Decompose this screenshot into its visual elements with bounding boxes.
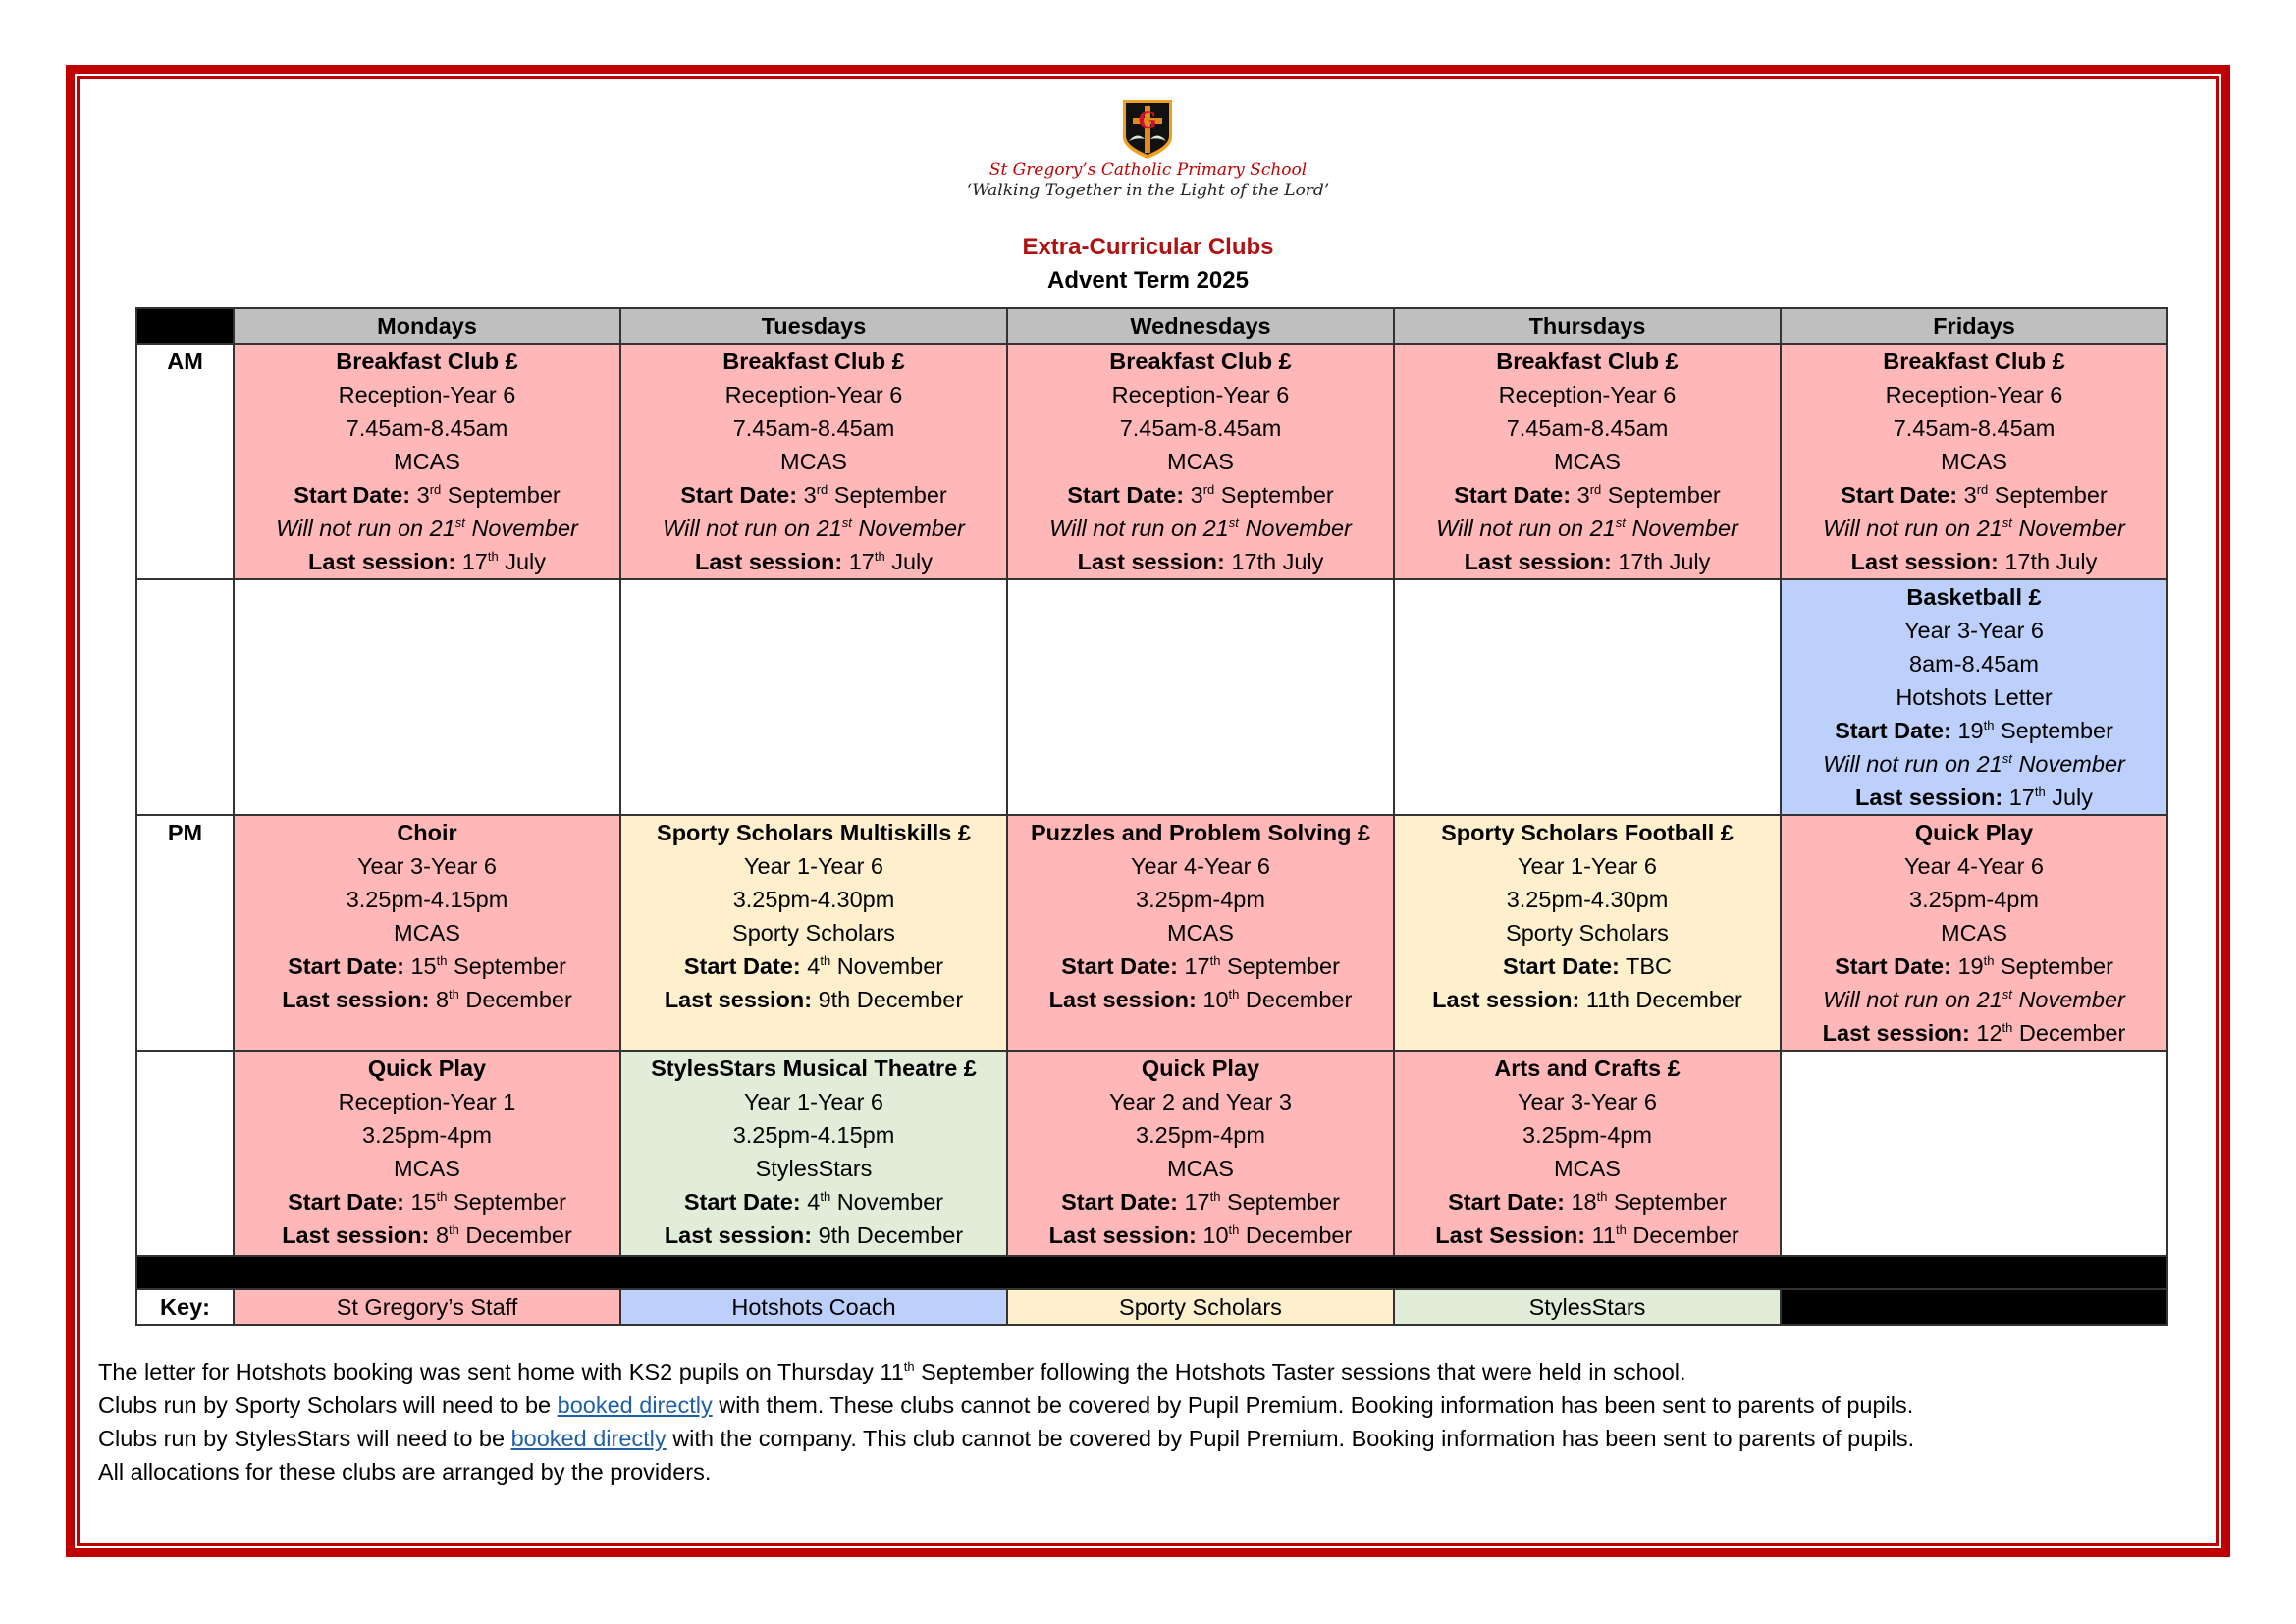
club-years: Year 3-Year 6 bbox=[357, 853, 497, 879]
start-date-suffix: th bbox=[436, 1189, 448, 1204]
start-date-suffix: th bbox=[1209, 1189, 1221, 1204]
key-hotshots-coach: Hotshots Coach bbox=[620, 1289, 1007, 1325]
club-cell bbox=[1007, 344, 1394, 579]
start-date-label: Start Date: bbox=[1454, 482, 1572, 508]
club-years: Year 4-Year 6 bbox=[1904, 853, 2044, 879]
start-date-suffix: th bbox=[1209, 953, 1221, 968]
note-sup: th bbox=[903, 1359, 915, 1374]
start-date-suffix: th bbox=[1983, 953, 1995, 968]
separator-bar bbox=[136, 1256, 2167, 1289]
key-sporty-scholars: Sporty Scholars bbox=[1007, 1289, 1394, 1325]
last-session-day: 17th July bbox=[1618, 549, 1711, 574]
club-years: Year 3-Year 6 bbox=[1518, 1089, 1657, 1114]
last-session-label: Last session: bbox=[1048, 987, 1197, 1012]
day-header-monday: Mondays bbox=[234, 308, 620, 344]
club-years: Year 2 and Year 3 bbox=[1108, 1089, 1292, 1114]
note-hotshots bbox=[98, 1355, 1914, 1388]
club-time: 3.25pm-4pm bbox=[1136, 1122, 1265, 1148]
corner-cell bbox=[136, 308, 234, 344]
club-last-session bbox=[1395, 545, 1780, 578]
pm-row bbox=[136, 815, 2167, 1051]
am-second-row bbox=[136, 579, 2167, 815]
note-text: with them. These clubs cannot be covered by Pupil Premium. Booking information has been sent to parents of pupils. bbox=[712, 1392, 1914, 1418]
empty-cell bbox=[1394, 579, 1781, 815]
empty-cell bbox=[1007, 579, 1394, 815]
club-provider: MCAS bbox=[1554, 1156, 1621, 1181]
exception-suffix: st bbox=[2002, 751, 2012, 766]
club-provider: MCAS bbox=[394, 920, 460, 946]
club-time: 7.45am-8.45am bbox=[1893, 415, 2056, 441]
last-session-month: July bbox=[2045, 785, 2094, 810]
start-date-month: September bbox=[828, 482, 947, 508]
last-session-day: 8 bbox=[435, 1222, 450, 1248]
club-exception bbox=[1395, 512, 1780, 545]
last-session-month: July bbox=[884, 549, 934, 574]
club-name: Quick Play bbox=[1914, 820, 2034, 845]
last-session-label: Last session: bbox=[1822, 1020, 1970, 1046]
key-empty-black bbox=[1781, 1289, 2167, 1325]
club-years: Reception-Year 6 bbox=[724, 382, 903, 407]
club-time: 3.25pm-4pm bbox=[1909, 887, 2039, 912]
club-last-session bbox=[1395, 1218, 1780, 1252]
club-name: StylesStars Musical Theatre £ bbox=[651, 1056, 977, 1081]
club-last-session bbox=[621, 1218, 1006, 1252]
club-name: Breakfast Club £ bbox=[722, 349, 905, 374]
club-cell bbox=[1781, 815, 2167, 1051]
last-session-month: December bbox=[1239, 987, 1353, 1012]
start-date-label: Start Date: bbox=[288, 953, 404, 979]
club-years: Reception-Year 6 bbox=[1885, 382, 2063, 407]
start-date-label: Start Date: bbox=[683, 1189, 801, 1215]
club-start-date bbox=[1008, 1185, 1393, 1218]
start-date-month: September bbox=[447, 1189, 566, 1215]
club-last-session bbox=[621, 983, 1006, 1016]
club-years: Reception-Year 6 bbox=[1111, 382, 1290, 407]
last-session-label: Last session: bbox=[307, 549, 456, 574]
start-date-month: September bbox=[1220, 953, 1340, 979]
exception-month: November bbox=[851, 515, 965, 541]
club-years: Reception-Year 6 bbox=[338, 382, 516, 407]
club-last-session bbox=[1782, 781, 2166, 814]
club-exception bbox=[1008, 512, 1393, 545]
club-exception bbox=[235, 512, 619, 545]
last-session-month: December bbox=[1239, 1222, 1353, 1248]
club-last-session bbox=[235, 1218, 619, 1252]
exception-suffix: st bbox=[841, 515, 852, 530]
last-session-suffix: th bbox=[874, 549, 885, 564]
last-session-label: Last session: bbox=[1077, 549, 1225, 574]
last-session-day: 9th December bbox=[818, 987, 964, 1012]
last-session-day: 11th December bbox=[1585, 987, 1742, 1012]
last-session-label: Last session: bbox=[1850, 549, 1999, 574]
exception-text: Will not run on 21 bbox=[1436, 515, 1616, 541]
last-session-day: 10 bbox=[1202, 987, 1229, 1012]
start-date-suffix: rd bbox=[1202, 482, 1215, 497]
club-start-date bbox=[1782, 714, 2166, 747]
club-provider: Sporty Scholars bbox=[1506, 920, 1669, 946]
club-provider: MCAS bbox=[1167, 449, 1234, 474]
last-session-day: 17th July bbox=[2004, 549, 2098, 574]
club-start-date bbox=[1782, 478, 2166, 512]
last-session-suffix: th bbox=[449, 1222, 459, 1237]
club-years: Year 4-Year 6 bbox=[1131, 853, 1270, 879]
day-header-thursday: Thursdays bbox=[1394, 308, 1781, 344]
exception-text: Will not run on 21 bbox=[276, 515, 455, 541]
start-date-day: 18 bbox=[1571, 1189, 1597, 1215]
exception-month: November bbox=[1238, 515, 1352, 541]
slot-label-pm: PM bbox=[136, 815, 234, 1051]
last-session-day: 11 bbox=[1591, 1222, 1616, 1248]
club-cell bbox=[1781, 579, 2167, 815]
slot-label-am: AM bbox=[136, 344, 234, 579]
last-session-month: December bbox=[1626, 1222, 1739, 1248]
club-time: 7.45am-8.45am bbox=[1119, 415, 1282, 441]
pm-second-row bbox=[136, 1051, 2167, 1256]
club-last-session bbox=[235, 545, 619, 578]
last-session-month: December bbox=[458, 1222, 572, 1248]
club-start-date bbox=[1008, 949, 1393, 983]
start-date-suffix: th bbox=[1983, 718, 1995, 732]
exception-month: November bbox=[2011, 751, 2125, 777]
header-row bbox=[136, 308, 2167, 344]
club-last-session bbox=[621, 545, 1006, 578]
start-date-day: 17 bbox=[1184, 953, 1210, 979]
note-text: The letter for Hotshots booking was sent home with KS2 pupils on Thursday 11 bbox=[98, 1359, 904, 1384]
note-text: with the company. This club cannot be covered by Pupil Premium. Booking information has been sent to parents of pupils. bbox=[666, 1426, 1915, 1451]
empty-cell bbox=[234, 579, 620, 815]
day-header-wednesday: Wednesdays bbox=[1007, 308, 1394, 344]
last-session-month: July bbox=[498, 549, 547, 574]
club-provider: Hotshots Letter bbox=[1896, 684, 2053, 710]
club-time: 3.25pm-4pm bbox=[1522, 1122, 1652, 1148]
page-subtitle: Advent Term 2025 bbox=[1047, 267, 1249, 294]
separator-row bbox=[136, 1256, 2167, 1289]
day-header-tuesday: Tuesdays bbox=[620, 308, 1007, 344]
start-date-label: Start Date: bbox=[288, 1189, 404, 1215]
start-date-label: Start Date: bbox=[1835, 718, 1951, 743]
club-start-date bbox=[1395, 1185, 1780, 1218]
club-name: Breakfast Club £ bbox=[1496, 349, 1679, 374]
note-text: Clubs run by StylesStars will need to be bbox=[98, 1426, 511, 1451]
start-date-day: 19 bbox=[1957, 718, 1984, 743]
start-date-month: September bbox=[1601, 482, 1721, 508]
last-session-label: Last session: bbox=[694, 549, 843, 574]
exception-month: November bbox=[2011, 987, 2125, 1012]
last-session-label: Last session: bbox=[282, 1222, 430, 1248]
start-date-suffix: rd bbox=[816, 482, 828, 497]
start-date-suffix: th bbox=[436, 953, 448, 968]
club-start-date bbox=[621, 478, 1006, 512]
club-provider: MCAS bbox=[394, 449, 460, 474]
start-date-month: September bbox=[1607, 1189, 1727, 1215]
last-session-label: Last session: bbox=[282, 987, 430, 1012]
start-date-day: 17 bbox=[1184, 1189, 1210, 1215]
club-start-date bbox=[621, 949, 1006, 983]
club-start-date bbox=[1008, 478, 1393, 512]
start-date-label: Start Date: bbox=[1448, 1189, 1565, 1215]
exception-month: November bbox=[464, 515, 578, 541]
last-session-suffix: th bbox=[449, 987, 459, 1001]
note-allocations: All allocations for these clubs are arranged by the providers. bbox=[98, 1459, 712, 1485]
club-provider: MCAS bbox=[1554, 449, 1621, 474]
last-session-label: Last session: bbox=[664, 1222, 813, 1248]
club-cell bbox=[234, 1051, 620, 1256]
club-exception bbox=[1782, 747, 2166, 781]
last-session-day: 17 bbox=[2008, 785, 2035, 810]
exception-suffix: st bbox=[454, 515, 465, 530]
club-name: Breakfast Club £ bbox=[1883, 349, 2065, 374]
club-cell bbox=[1394, 815, 1781, 1051]
club-start-date bbox=[235, 1185, 619, 1218]
club-cell bbox=[1007, 815, 1394, 1051]
start-date-month: September bbox=[1994, 953, 2113, 979]
last-session-label: Last session: bbox=[664, 987, 813, 1012]
exception-month: November bbox=[2011, 515, 2125, 541]
slot-label-empty bbox=[136, 579, 234, 815]
last-session-suffix: th bbox=[1615, 1222, 1627, 1237]
start-date-label: Start Date: bbox=[1841, 482, 1958, 508]
club-last-session bbox=[1008, 545, 1393, 578]
club-name: Sporty Scholars Multiskills £ bbox=[657, 820, 971, 845]
day-header-friday: Fridays bbox=[1781, 308, 2167, 344]
key-st-gregorys-staff: St Gregory’s Staff bbox=[234, 1289, 620, 1325]
club-provider: MCAS bbox=[1167, 1156, 1234, 1181]
last-session-label: Last Session: bbox=[1435, 1222, 1586, 1248]
note-stylesstars bbox=[98, 1422, 1914, 1455]
club-last-session bbox=[1782, 1016, 2166, 1050]
empty-cell bbox=[1781, 1051, 2167, 1256]
key-stylesstars: StylesStars bbox=[1394, 1289, 1781, 1325]
start-date-month: September bbox=[441, 482, 561, 508]
start-date-day: TBC bbox=[1625, 953, 1672, 979]
start-date-day: 15 bbox=[410, 953, 437, 979]
club-cell bbox=[1394, 344, 1781, 579]
club-name: Basketball £ bbox=[1906, 584, 2042, 610]
club-cell bbox=[620, 1051, 1007, 1256]
club-name: Choir bbox=[397, 820, 457, 845]
school-motto: ‘Walking Together in the Light of the Lord’ bbox=[966, 181, 1330, 200]
last-session-label: Last session: bbox=[1432, 987, 1580, 1012]
club-name: Quick Play bbox=[1141, 1056, 1260, 1081]
club-time: 3.25pm-4pm bbox=[1136, 887, 1265, 912]
note-text: September following the Hotshots Taster sessions that were held in school. bbox=[914, 1359, 1686, 1384]
am-row bbox=[136, 344, 2167, 579]
clubs-timetable bbox=[135, 307, 2168, 1326]
start-date-day: 3 bbox=[1190, 482, 1203, 508]
start-date-label: Start Date: bbox=[1503, 953, 1620, 979]
start-date-label: Start Date: bbox=[683, 953, 801, 979]
key-row bbox=[136, 1289, 2167, 1325]
club-name: Breakfast Club £ bbox=[336, 349, 518, 374]
club-exception bbox=[621, 512, 1006, 545]
club-cell bbox=[234, 815, 620, 1051]
club-cell bbox=[620, 344, 1007, 579]
slot-label-empty bbox=[136, 1051, 234, 1256]
start-date-suffix: th bbox=[1596, 1189, 1608, 1204]
start-date-day: 3 bbox=[1963, 482, 1977, 508]
last-session-month: December bbox=[458, 987, 572, 1012]
last-session-suffix: th bbox=[2034, 785, 2046, 799]
note-sporty-scholars bbox=[98, 1388, 1914, 1422]
club-provider: MCAS bbox=[1941, 920, 2007, 946]
club-time: 7.45am-8.45am bbox=[1506, 415, 1669, 441]
exception-text: Will not run on 21 bbox=[1823, 751, 2002, 777]
start-date-month: November bbox=[830, 1189, 944, 1215]
club-last-session bbox=[1395, 983, 1780, 1016]
club-name: Puzzles and Problem Solving £ bbox=[1030, 820, 1371, 845]
club-provider: StylesStars bbox=[755, 1156, 873, 1181]
last-session-day: 12 bbox=[1976, 1020, 2002, 1046]
club-provider: MCAS bbox=[780, 449, 847, 474]
exception-suffix: st bbox=[2002, 987, 2012, 1001]
start-date-month: September bbox=[1214, 482, 1334, 508]
last-session-day: 8 bbox=[435, 987, 450, 1012]
club-years: Reception-Year 6 bbox=[1498, 382, 1677, 407]
club-start-date bbox=[621, 1185, 1006, 1218]
start-date-suffix: rd bbox=[1976, 482, 1989, 497]
last-session-day: 9th December bbox=[818, 1222, 964, 1248]
empty-cell bbox=[620, 579, 1007, 815]
start-date-label: Start Date: bbox=[680, 482, 798, 508]
note-text: Clubs run by Sporty Scholars will need to be bbox=[98, 1392, 558, 1418]
club-provider: MCAS bbox=[394, 1156, 460, 1181]
club-years: Year 1-Year 6 bbox=[744, 853, 883, 879]
start-date-day: 4 bbox=[807, 1189, 821, 1215]
last-session-day: 10 bbox=[1202, 1222, 1229, 1248]
last-session-label: Last session: bbox=[1854, 785, 2003, 810]
start-date-day: 19 bbox=[1957, 953, 1984, 979]
last-session-day: 17th July bbox=[1231, 549, 1324, 574]
club-cell bbox=[234, 344, 620, 579]
svg-text:G: G bbox=[1138, 108, 1157, 134]
club-start-date bbox=[1395, 949, 1780, 983]
club-time: 3.25pm-4pm bbox=[362, 1122, 492, 1148]
club-provider: MCAS bbox=[1167, 920, 1234, 946]
last-session-month: December bbox=[2012, 1020, 2126, 1046]
club-time: 3.25pm-4.30pm bbox=[1506, 887, 1669, 912]
club-exception bbox=[1782, 512, 2166, 545]
start-date-suffix: th bbox=[820, 1189, 831, 1204]
last-session-day: 17 bbox=[461, 549, 488, 574]
club-last-session bbox=[1008, 983, 1393, 1016]
exception-suffix: st bbox=[1228, 515, 1239, 530]
club-name: Breakfast Club £ bbox=[1109, 349, 1292, 374]
club-start-date bbox=[235, 478, 619, 512]
club-time: 7.45am-8.45am bbox=[732, 415, 895, 441]
school-crest-logo bbox=[1121, 98, 1174, 161]
club-years: Year 1-Year 6 bbox=[1518, 853, 1657, 879]
last-session-suffix: th bbox=[487, 549, 499, 564]
exception-text: Will not run on 21 bbox=[1823, 987, 2002, 1012]
club-name: Quick Play bbox=[367, 1056, 487, 1081]
club-last-session bbox=[1008, 1218, 1393, 1252]
club-cell bbox=[1394, 1051, 1781, 1256]
notes bbox=[98, 1355, 1914, 1489]
start-date-day: 4 bbox=[807, 953, 821, 979]
exception-text: Will not run on 21 bbox=[663, 515, 842, 541]
last-session-suffix: th bbox=[1228, 1222, 1240, 1237]
start-date-label: Start Date: bbox=[1061, 953, 1178, 979]
club-last-session bbox=[235, 983, 619, 1016]
start-date-day: 3 bbox=[416, 482, 430, 508]
start-date-day: 3 bbox=[1576, 482, 1590, 508]
start-date-month: September bbox=[1994, 718, 2113, 743]
club-start-date bbox=[1395, 478, 1780, 512]
last-session-label: Last session: bbox=[1048, 1222, 1197, 1248]
club-time: 7.45am-8.45am bbox=[346, 415, 508, 441]
page-title: Extra-Curricular Clubs bbox=[1022, 234, 1274, 260]
exception-suffix: st bbox=[1615, 515, 1626, 530]
last-session-suffix: th bbox=[2002, 1020, 2013, 1035]
exception-text: Will not run on 21 bbox=[1049, 515, 1229, 541]
stylesstars-booking-link[interactable]: booked directly bbox=[510, 1426, 667, 1451]
start-date-suffix: rd bbox=[1589, 482, 1602, 497]
last-session-label: Last session: bbox=[1464, 549, 1612, 574]
start-date-label: Start Date: bbox=[294, 482, 411, 508]
sporty-scholars-booking-link[interactable]: booked directly bbox=[557, 1392, 713, 1418]
club-time: 3.25pm-4.30pm bbox=[732, 887, 895, 912]
start-date-day: 3 bbox=[803, 482, 817, 508]
club-start-date bbox=[1782, 949, 2166, 983]
club-cell bbox=[620, 815, 1007, 1051]
start-date-day: 15 bbox=[410, 1189, 437, 1215]
start-date-month: November bbox=[830, 953, 944, 979]
club-start-date bbox=[235, 949, 619, 983]
club-years: Year 3-Year 6 bbox=[1904, 618, 2044, 643]
last-session-suffix: th bbox=[1228, 987, 1240, 1001]
club-provider: MCAS bbox=[1941, 449, 2007, 474]
club-years: Year 1-Year 6 bbox=[744, 1089, 883, 1114]
exception-suffix: st bbox=[2002, 515, 2012, 530]
last-session-day: 17 bbox=[848, 549, 875, 574]
start-date-suffix: th bbox=[820, 953, 831, 968]
club-time: 8am-8.45am bbox=[1909, 651, 2039, 677]
club-exception bbox=[1782, 983, 2166, 1016]
club-cell bbox=[1781, 344, 2167, 579]
club-cell bbox=[1007, 1051, 1394, 1256]
club-name: Sporty Scholars Football £ bbox=[1441, 820, 1734, 845]
club-time: 3.25pm-4.15pm bbox=[732, 1122, 895, 1148]
start-date-label: Start Date: bbox=[1061, 1189, 1178, 1215]
club-last-session bbox=[1782, 545, 2166, 578]
club-name: Arts and Crafts £ bbox=[1494, 1056, 1681, 1081]
club-provider: Sporty Scholars bbox=[732, 920, 895, 946]
exception-text: Will not run on 21 bbox=[1823, 515, 2002, 541]
school-name: St Gregory’s Catholic Primary School bbox=[988, 160, 1308, 180]
club-time: 3.25pm-4.15pm bbox=[346, 887, 508, 912]
start-date-month: September bbox=[1220, 1189, 1340, 1215]
club-years: Reception-Year 1 bbox=[338, 1089, 516, 1114]
start-date-month: September bbox=[447, 953, 566, 979]
start-date-label: Start Date: bbox=[1067, 482, 1185, 508]
start-date-label: Start Date: bbox=[1835, 953, 1951, 979]
start-date-month: September bbox=[1988, 482, 2108, 508]
key-label: Key: bbox=[136, 1289, 234, 1325]
start-date-suffix: rd bbox=[429, 482, 442, 497]
exception-month: November bbox=[1625, 515, 1738, 541]
